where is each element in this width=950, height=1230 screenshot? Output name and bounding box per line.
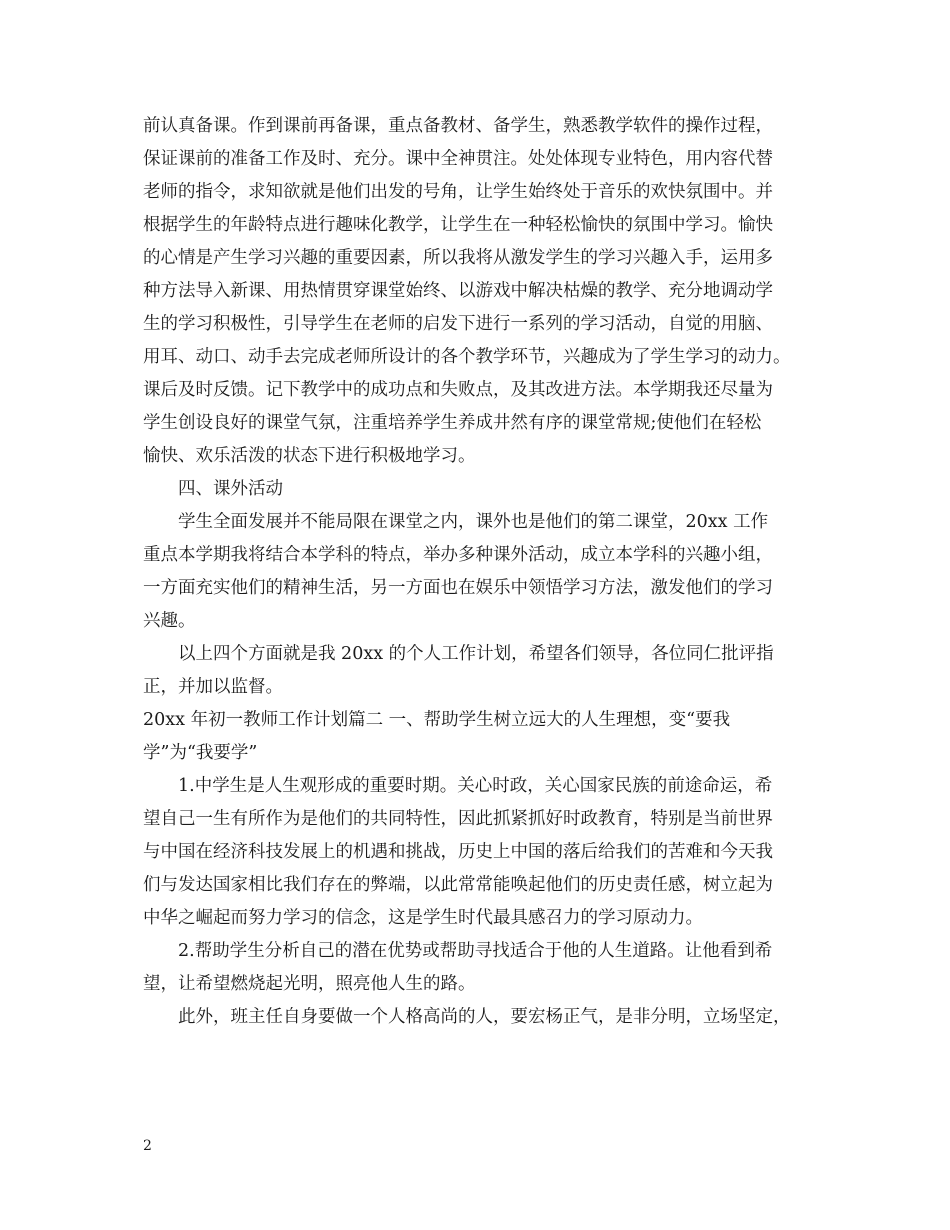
document-body xyxy=(143,110,828,1034)
text-line: 望，让希望燃烧起光明，照亮他人生的路。 xyxy=(143,974,476,994)
text-line: 兴趣。 xyxy=(143,611,196,631)
text-line: 1.中学生是人生观形成的重要时期。关心时政，关心国家民族的前途命运，希 xyxy=(178,776,773,796)
text-line: 学生全面发展并不能局限在课堂之内，课外也是他们的第二课堂，20xx 工作 xyxy=(178,512,769,532)
text-line: 20xx 年初一教师工作计划篇二 一、帮助学生树立远大的人生理想，变“要我 xyxy=(143,710,731,730)
text-line: 与中国在经济科技发展上的机遇和挑战，历史上中国的落后给我们的苦难和今天我 xyxy=(143,842,773,862)
text-line: 保证课前的准备工作及时、充分。课中全神贯注。处处体现专业特色，用内容代替 xyxy=(143,149,773,169)
text-line: 课后及时反馈。记下教学中的成功点和失败点，及其改进方法。本学期我还尽量为 xyxy=(143,380,773,400)
text-line: 愉快、欢乐活泼的状态下进行积极地学习。 xyxy=(143,446,476,466)
text-line: 以上四个方面就是我 20xx 的个人工作计划，希望各们领导，各位同仁批评指 xyxy=(178,644,774,664)
text-line: 的心情是产生学习兴趣的重要因素，所以我将从激发学生的学习兴趣入手，运用多 xyxy=(143,248,773,268)
text-line: 学”为“我要学” xyxy=(143,743,258,763)
text-line: 老师的指令，求知欲就是他们出发的号角，让学生始终处于音乐的欢快氛围中。并 xyxy=(143,182,773,202)
text-line: 前认真备课。作到课前再备课，重点备教材、备学生，熟悉教学软件的操作过程， xyxy=(143,116,773,136)
text-line: 学生创设良好的课堂气氛，注重培养学生养成井然有序的课堂常规;使他们在轻松 xyxy=(143,413,762,433)
text-line: 们与发达国家相比我们存在的弊端，以此常常能唤起他们的历史责任感，树立起为 xyxy=(143,875,773,895)
text-line: 根据学生的年龄特点进行趣味化教学，让学生在一种轻松愉快的氛围中学习。愉快 xyxy=(143,215,773,235)
text-line: 用耳、动口、动手去完成老师所设计的各个教学环节，兴趣成为了学生学习的动力。 xyxy=(143,347,791,367)
text-line: 望自己一生有所作为是他们的共同特性，因此抓紧抓好时政教育，特别是当前世界 xyxy=(143,809,773,829)
text-line: 此外，班主任自身要做一个人格高尚的人，要宏杨正气，是非分明，立场坚定， xyxy=(178,1007,791,1027)
text-line: 中华之崛起而努力学习的信念，这是学生时代最具感召力的学习原动力。 xyxy=(143,908,703,928)
text-line: 一方面充实他们的精神生活，另一方面也在娱乐中领悟学习方法，激发他们的学习 xyxy=(143,578,773,598)
text-line: 正，并加以监督。 xyxy=(143,677,283,697)
text-line: 种方法导入新课、用热情贯穿课堂始终、以游戏中解决枯燥的教学、充分地调动学 xyxy=(143,281,773,301)
page-number: 2 xyxy=(143,1138,152,1154)
text-line: 生的学习积极性，引导学生在老师的启发下进行一系列的学习活动，自觉的用脑、 xyxy=(143,314,773,334)
text-line: 四、课外活动 xyxy=(178,479,283,499)
text-line: 2.帮助学生分析自己的潜在优势或帮助寻找适合于他的人生道路。让他看到希 xyxy=(178,941,773,961)
text-line: 重点本学期我将结合本学科的特点，举办多种课外活动，成立本学科的兴趣小组， xyxy=(143,545,773,565)
